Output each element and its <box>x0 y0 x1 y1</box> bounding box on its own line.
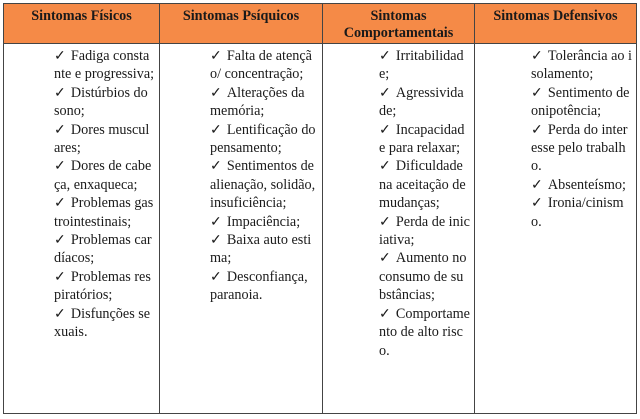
list-item <box>54 157 155 194</box>
column-psiquicos <box>160 44 323 414</box>
header-comportamentais: Sintomas Comportamentais <box>323 4 475 44</box>
list-item-text: Problemas gastrointestinais; <box>54 195 154 230</box>
column-defensivos <box>475 44 637 414</box>
check-icon: ✓ <box>54 48 66 64</box>
list-item <box>54 84 155 121</box>
check-icon: ✓ <box>531 195 543 212</box>
check-icon: ✓ <box>210 121 222 138</box>
check-icon: ✓ <box>54 232 66 249</box>
list-item-text: Aumento no consumo de substâncias; <box>379 250 467 304</box>
list-item <box>210 47 318 84</box>
header-fisicos: Sintomas Físicos <box>4 4 160 44</box>
list-item-text: Irritabilidade; <box>379 48 464 83</box>
list-item <box>54 268 155 305</box>
list-item-text: Baixa auto estima; <box>210 232 312 267</box>
list-item-text: Sentimento de onipotência; <box>531 84 630 120</box>
list-item <box>379 121 470 158</box>
header-psiquicos: Sintomas Psíquicos <box>160 4 323 44</box>
check-icon: ✓ <box>210 213 222 230</box>
check-icon: ✓ <box>531 176 543 193</box>
list-item-text: Perda de iniciativa; <box>379 213 470 249</box>
list-item <box>54 194 155 231</box>
check-icon: ✓ <box>379 250 391 267</box>
list-item-text: Alterações da memória; <box>210 84 305 120</box>
list-item-text: Fadiga constante e progressiva; <box>54 48 155 83</box>
list-item <box>379 47 470 84</box>
list-item-text: Absenteísmo; <box>547 176 626 193</box>
check-icon: ✓ <box>210 84 222 101</box>
list-item <box>210 231 318 268</box>
check-icon: ✓ <box>54 84 66 101</box>
header-row <box>4 4 637 44</box>
check-icon: ✓ <box>379 121 391 138</box>
check-icon: ✓ <box>210 48 222 64</box>
check-icon: ✓ <box>531 84 543 101</box>
check-icon: ✓ <box>54 158 66 175</box>
list-item-text: Lentificação do pensamento; <box>210 121 316 157</box>
list-item <box>379 84 470 121</box>
list-item-text: Disfunções sexuais. <box>54 305 151 341</box>
list-item <box>531 121 632 176</box>
list-item-text: Impaciência; <box>226 213 301 230</box>
list-item-text: Problemas cardíacos; <box>54 232 152 267</box>
list-item <box>210 121 318 158</box>
list-item <box>54 305 155 342</box>
check-icon: ✓ <box>210 232 222 249</box>
list-item <box>531 194 632 231</box>
check-icon: ✓ <box>54 305 66 322</box>
check-icon: ✓ <box>54 195 66 212</box>
check-icon: ✓ <box>531 48 543 64</box>
check-icon: ✓ <box>379 158 391 175</box>
list-item <box>210 84 318 121</box>
list-item-text: Dores musculares; <box>54 121 150 157</box>
header-defensivos: Sintomas Defensivos <box>475 4 637 44</box>
list-item-text: Dores de cabeça, enxaqueca; <box>54 158 152 193</box>
list-item <box>379 213 470 250</box>
check-icon: ✓ <box>210 268 222 285</box>
check-icon: ✓ <box>379 48 391 64</box>
check-icon: ✓ <box>379 213 391 230</box>
list-item <box>210 268 318 305</box>
list-item-text: Comportamento de alto risco. <box>379 305 470 359</box>
list-item-text: Tolerância ao isolamento; <box>531 48 632 83</box>
check-icon: ✓ <box>379 305 391 322</box>
check-icon: ✓ <box>379 84 391 101</box>
symptoms-table <box>3 3 637 414</box>
list-item <box>54 121 155 158</box>
column-comportamentais <box>323 44 475 414</box>
check-icon: ✓ <box>531 121 543 138</box>
list-item <box>379 249 470 304</box>
list-item-text: Falta de atenção/ concentração; <box>210 48 312 83</box>
content-row <box>4 44 637 414</box>
list-item-text: Desconfiança, paranoia. <box>210 268 308 304</box>
list-item <box>531 47 632 84</box>
list-item-text: Agressividade; <box>379 84 464 120</box>
list-item-text: Incapacidade para relaxar; <box>379 121 465 157</box>
list-item <box>531 84 632 121</box>
list-item-text: Sentimentos de alienação, solidão, insuficiência; <box>210 158 316 212</box>
list-item <box>210 213 318 231</box>
list-item <box>379 157 470 212</box>
check-icon: ✓ <box>54 268 66 285</box>
check-icon: ✓ <box>210 158 222 175</box>
list-item-text: Distúrbios do sono; <box>54 84 148 120</box>
list-item <box>379 305 470 360</box>
column-fisicos <box>4 44 160 414</box>
list-item <box>531 176 632 194</box>
list-item-text: Perda do interesse pelo trabalho. <box>531 121 628 175</box>
list-item <box>210 157 318 212</box>
list-item-text: Dificuldade na aceitação de mudanças; <box>379 158 466 212</box>
list-item <box>54 231 155 268</box>
list-item <box>54 47 155 84</box>
list-item-text: Problemas respiratórios; <box>54 268 151 304</box>
check-icon: ✓ <box>54 121 66 138</box>
list-item-text: Ironia/cinismo. <box>531 195 624 230</box>
